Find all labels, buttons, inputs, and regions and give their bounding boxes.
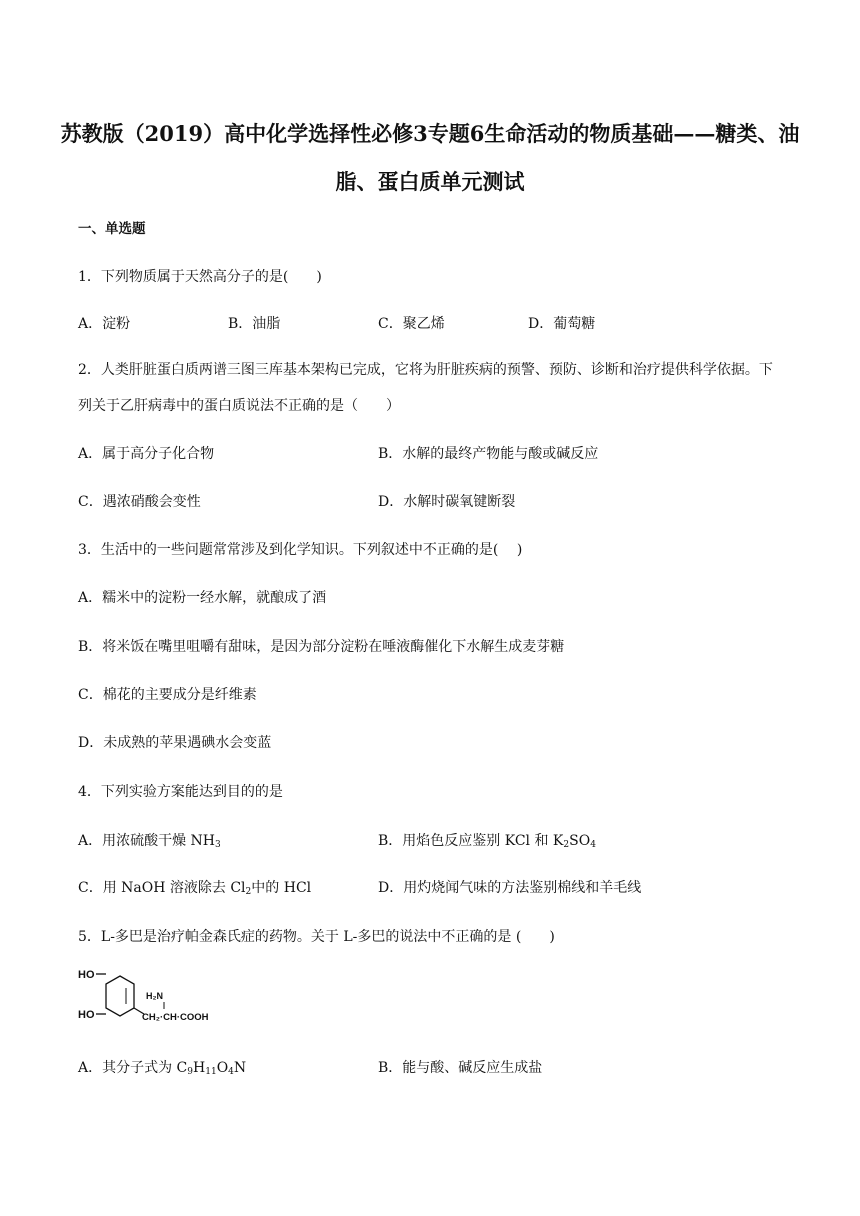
q2-option-b: B．水解的最终产物能与酸或碱反应 <box>378 446 599 462</box>
q3-option-d: D．未成熟的苹果遇碘水会变蓝 <box>78 735 272 751</box>
q1-option-a: A．淀粉 <box>78 316 131 332</box>
q3-option-b: B．将米饭在嘴里咀嚼有甜味，是因为部分淀粉在唾液酶催化下水解生成麦芽糖 <box>78 639 565 655</box>
l-dopa-structure-image <box>78 964 218 1028</box>
question-1-stem: 1．下列物质属于天然高分子的是( ) <box>78 269 322 285</box>
section-heading: 一、单选题 <box>78 221 146 237</box>
svg-text:CH₂·CH·COOH: CH₂·CH·COOH <box>142 1012 209 1023</box>
q5-option-b: B．能与酸、碱反应生成盐 <box>378 1060 543 1076</box>
q1-option-d: D．葡萄糖 <box>528 316 596 332</box>
q4-option-a: A．用浓硫酸干燥 $NH_3$ <box>78 833 221 850</box>
q2-option-c: C．遇浓硝酸会变性 <box>78 494 201 510</box>
question-5-stem: 5．L-多巴是治疗帕金森氏症的药物。关于 L-多巴的说法中不正确的是 ( ) <box>78 929 555 945</box>
svg-text:H₂N: H₂N <box>146 991 163 1001</box>
question-2-stem: 2．人类肝脏蛋白质两谱三图三库基本架构已完成，它将为肝脏疾病的预警、预防、诊断和治疗提供科学依据。下列关于乙肝病毒中的蛋白质说法不正确的是（ ） <box>78 362 773 414</box>
q4-option-d: D．用灼烧闻气味的方法鉴别棉线和羊毛线 <box>378 880 642 896</box>
question-4-stem: 4．下列实验方案能达到目的的是 <box>78 784 283 800</box>
question-3-stem: 3．生活中的一些问题常常涉及到化学知识。下列叙述中不正确的是( ) <box>78 542 523 558</box>
q4-option-b: B．用焰色反应鉴别 KCl 和 $K_2SO_4$ <box>378 833 596 850</box>
svg-text:HO: HO <box>78 969 95 981</box>
svg-text:HO: HO <box>78 1009 95 1021</box>
q2-option-a: A．属于高分子化合物 <box>78 446 215 462</box>
q1-option-b: B．油脂 <box>228 316 281 332</box>
q3-option-a: A．糯米中的淀粉一经水解，就酿成了酒 <box>78 590 327 606</box>
q3-option-c: C．棉花的主要成分是纤维素 <box>78 687 257 703</box>
q1-option-c: C．聚乙烯 <box>378 316 445 332</box>
document-title: 苏教版（2019）高中化学选择性必修3专题6生命活动的物质基础——糖类、油脂、蛋白质单元测试 <box>60 121 800 194</box>
q5-option-a: A．其分子式为 $C_9H_{11}O_4N$ <box>78 1060 247 1077</box>
q4-option-c: C．用 NaOH 溶液除去 $Cl_2$中的 HCl <box>78 880 312 897</box>
q2-option-d: D．水解时碳氧键断裂 <box>378 494 516 510</box>
